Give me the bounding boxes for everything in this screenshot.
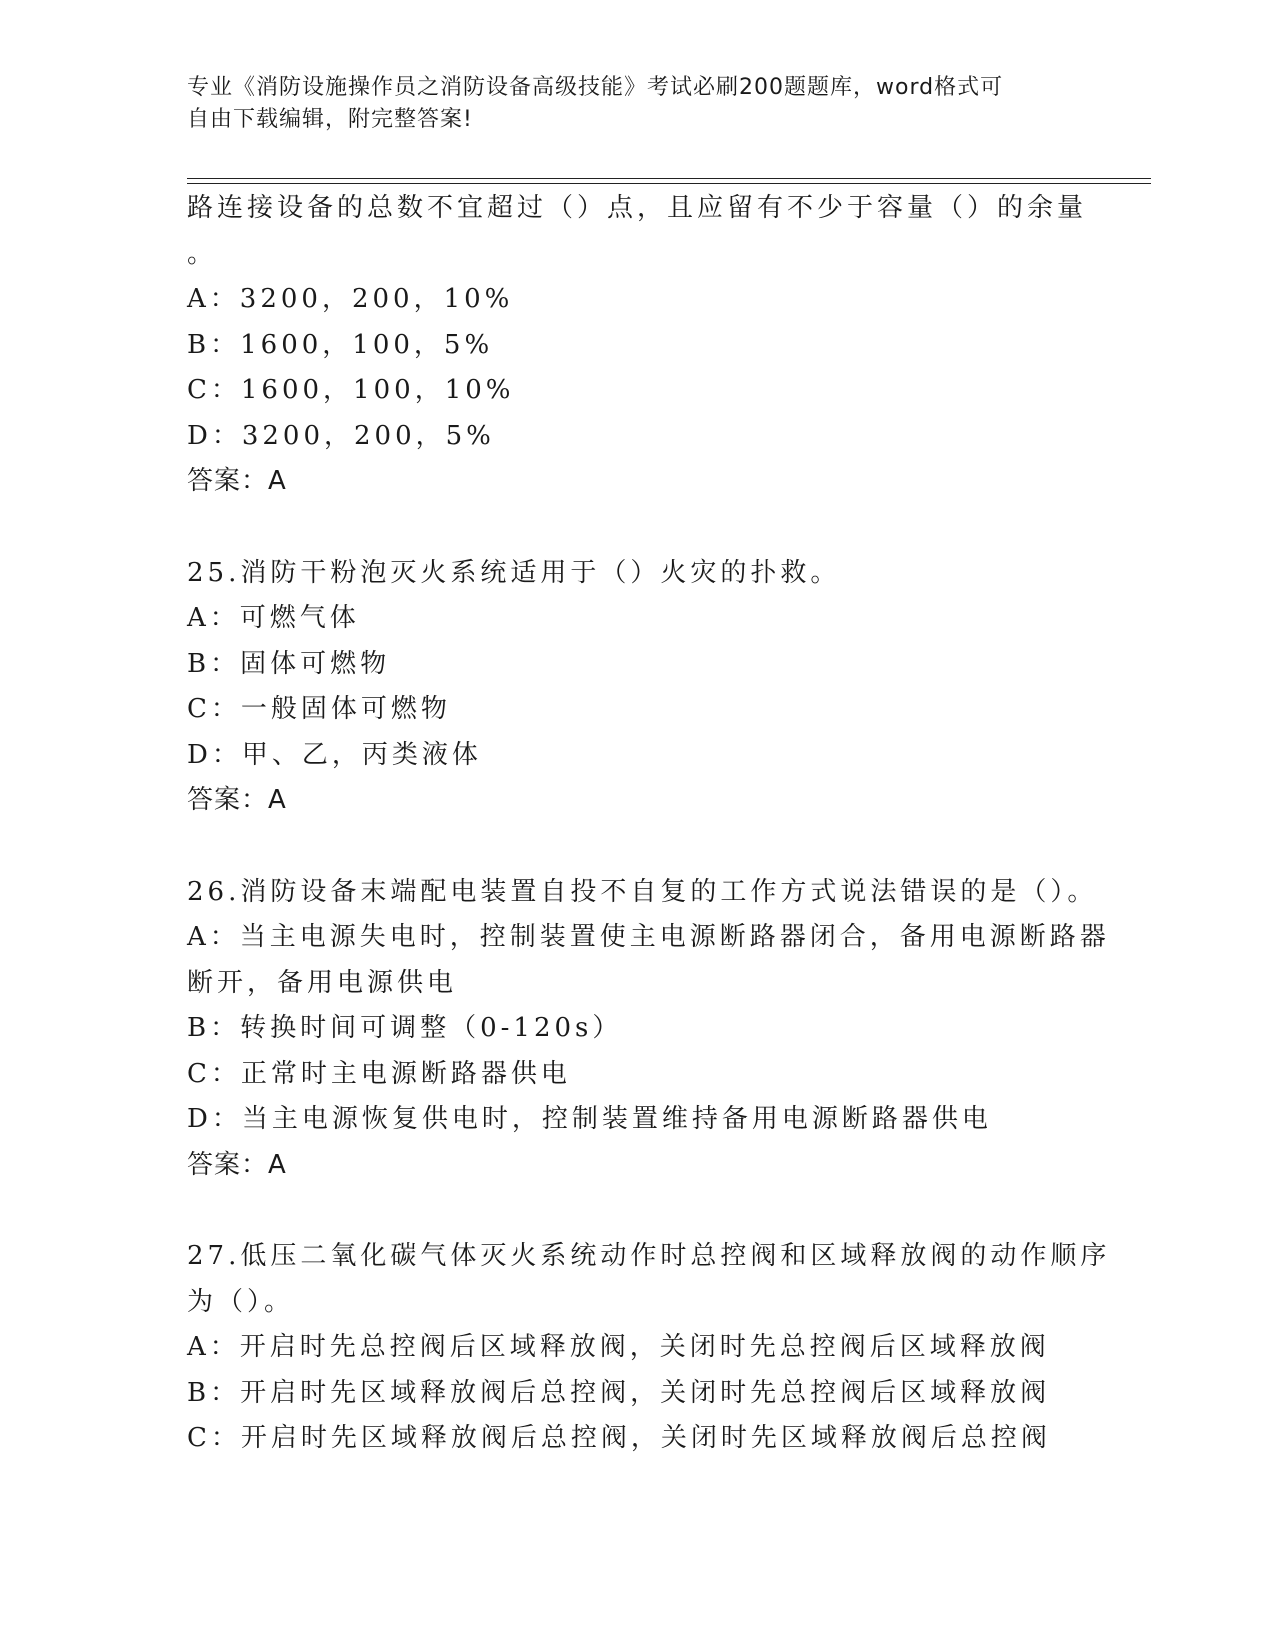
option-d: D：甲、乙，丙类液体 [187,739,482,770]
question-24 [187,186,1087,505]
option-d: D：当主电源恢复供电时，控制装置维持备用电源断路器供电 [187,1104,992,1134]
answer: 答案：A [187,1149,287,1180]
question-26 [187,870,1110,1189]
question-27 [187,1234,1111,1462]
option-c: C：正常时主电源断路器供电 [187,1058,571,1089]
header-line-2: 自由下载编辑，附完整答案! [187,107,473,132]
question-stem: 路连接设备的总数不宜超过（）点，且应留有不少于容量（）的余量 [187,193,1088,223]
option-a: A：3200，200，10% [187,284,514,314]
option-a: A：开启时先总控阀后区域释放阀，关闭时先总控阀后区域释放阀 [187,1332,1050,1362]
answer: 答案：A [187,466,287,496]
spacer [187,1188,1087,1234]
spacer [187,824,1087,870]
option-a: A：可燃气体 [187,603,360,633]
option-b: B：固体可燃物 [187,648,391,679]
question-stem-continued: 。 [187,238,218,269]
option-c: C：1600，100，10% [187,375,515,405]
option-a-continued: 断开，备用电源供电 [187,967,458,998]
option-b: B：开启时先区域释放阀后总控阀，关闭时先总控阀后区域释放阀 [187,1377,1051,1408]
question-stem: 26.消防设备末端配电装置自投不自复的工作方式说法错误的是（）。 [187,876,1098,907]
spacer [187,505,1087,551]
question-stem: 25.消防干粉泡灭火系统适用于（）火灾的扑救。 [187,557,841,588]
option-b: B：1600，100，5% [187,329,494,360]
question-stem-continued: 为（）。 [187,1286,295,1317]
option-a: A：当主电源失电时，控制装置使主电源断路器闭合，备用电源断路器 [187,922,1110,952]
header-line-1: 专业《消防设施操作员之消防设备高级技能》考试必刷200题题库，word格式可 [187,75,1004,100]
question-25 [187,551,1087,824]
header-divider-top [187,178,1151,179]
question-stem: 27.低压二氧化碳气体灭火系统动作时总控阀和区域释放阀的动作顺序 [187,1241,1111,1271]
option-b: B：转换时间可调整（0-120s） [187,1013,623,1043]
option-c: C：开启时先区域释放阀后总控阀，关闭时先区域释放阀后总控阀 [187,1423,1051,1453]
header-divider-bottom [187,183,1151,184]
option-c: C：一般固体可燃物 [187,694,451,724]
question-list [187,186,1111,1462]
answer: 答案：A [187,785,287,815]
option-d: D：3200，200，5% [187,420,495,451]
document-header [187,72,1067,136]
